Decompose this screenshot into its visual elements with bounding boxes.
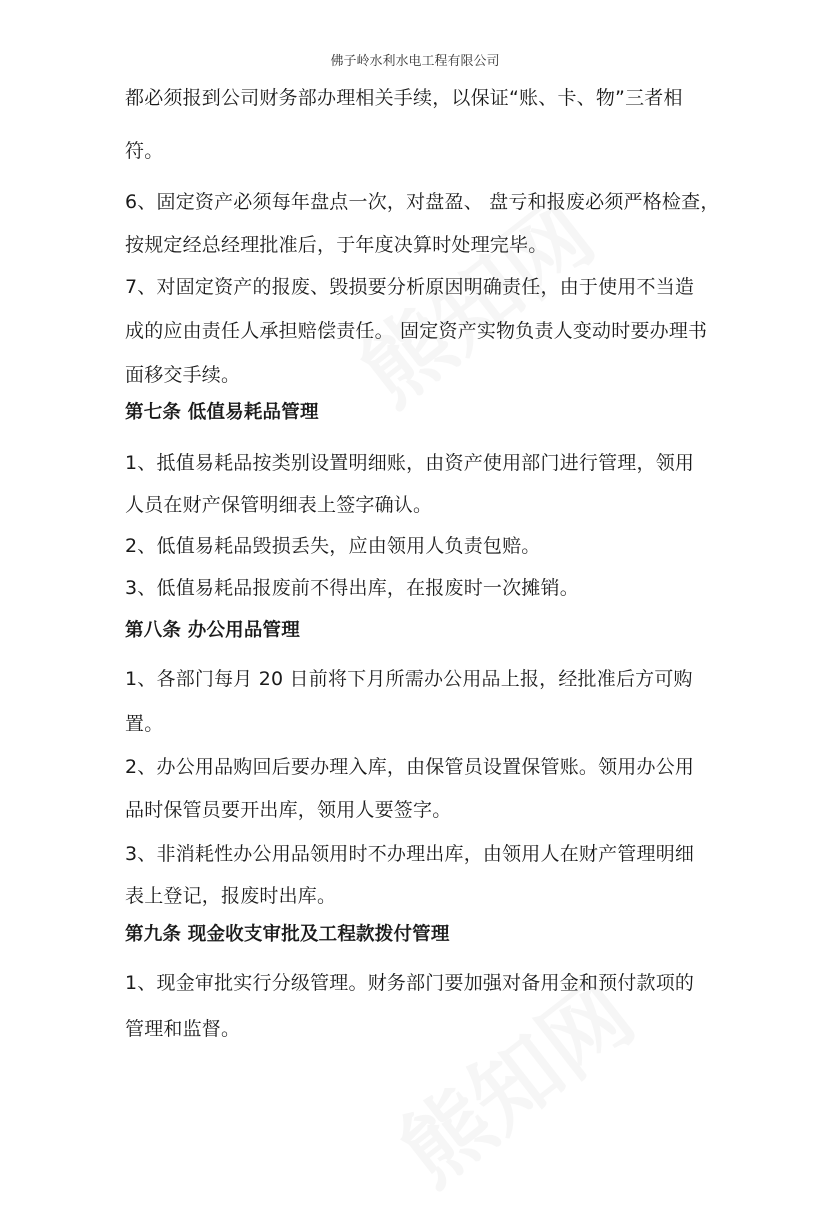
body-line: 2、办公用品购回后要办理入库，由保管员设置保管账。领用办公用 bbox=[125, 756, 695, 778]
body-line: 表上登记，报废时出库。 bbox=[125, 885, 337, 907]
body-line: 成的应由责任人承担赔偿责任。 固定资产实物负责人变动时要办理书 bbox=[125, 320, 708, 342]
body-line: 1、各部门每月 20 日前将下月所需办公用品上报，经批准后方可购 bbox=[125, 668, 693, 690]
body-line: 品时保管员要开出库，领用人要签字。 bbox=[125, 799, 452, 821]
body-line: 7、对固定资产的报废、毁损要分析原因明确责任，由于使用不当造 bbox=[125, 276, 695, 298]
body-line: 2、低值易耗品毁损丢失，应由领用人负责包赔。 bbox=[125, 535, 541, 557]
body-line: 置。 bbox=[125, 713, 164, 735]
body-line: 3、低值易耗品报废前不得出库，在报废时一次摊销。 bbox=[125, 577, 579, 599]
body-line: 3、非消耗性办公用品领用时不办理出库，由领用人在财产管理明细 bbox=[125, 843, 695, 865]
body-line: 1、抵值易耗品按类别设置明细账，由资产使用部门进行管理，领用 bbox=[125, 452, 695, 474]
body-line: 面移交手续。 bbox=[125, 364, 241, 386]
body-line: 按规定经总经理批准后，于年度决算时处理完毕。 bbox=[125, 234, 548, 256]
body-line: 管理和监督。 bbox=[125, 1018, 241, 1040]
body-line: 都必须报到公司财务部办理相关手续，以保证“账、卡、物”三者相 bbox=[125, 87, 683, 109]
body-line: 人员在财产保管明细表上签字确认。 bbox=[125, 494, 433, 516]
section-heading-8: 第八条 办公用品管理 bbox=[125, 620, 300, 641]
section-heading-7: 第七条 低值易耗品管理 bbox=[125, 402, 319, 423]
body-line: 符。 bbox=[125, 140, 164, 162]
body-line: 1、现金审批实行分级管理。财务部门要加强对备用金和预付款项的 bbox=[125, 972, 695, 994]
page-header: 佛子岭水利水电工程有限公司 bbox=[330, 54, 500, 69]
body-line: 6、固定资产必须每年盘点一次，对盘盈、 盘亏和报废必须严格检查， bbox=[125, 191, 720, 213]
section-heading-9: 第九条 现金收支审批及工程款拨付管理 bbox=[125, 924, 450, 945]
